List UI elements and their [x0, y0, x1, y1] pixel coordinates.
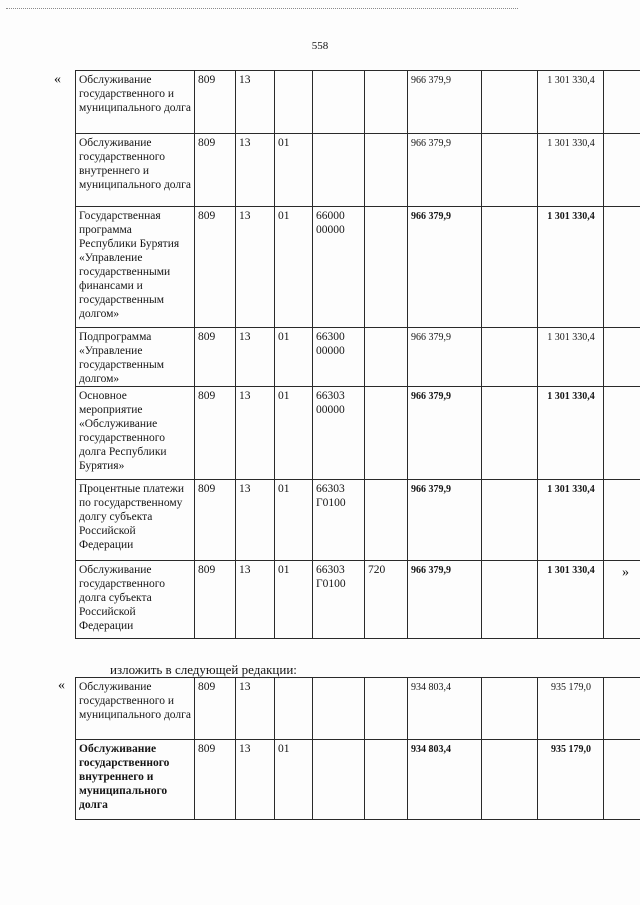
budget-table-old — [75, 70, 640, 639]
row-section-code: 13 — [236, 740, 275, 820]
row-section-code: 13 — [236, 678, 275, 740]
row-ministry-code: 809 — [195, 387, 236, 480]
row-empty-1 — [482, 740, 538, 820]
row-name: Процентные платежи по государственному долгу субъекта Российской Федерации — [76, 480, 195, 561]
row-expense-type — [365, 387, 408, 480]
row-name: Обслуживание государственного долга субъекта Российской Федерации — [76, 561, 195, 639]
row-ministry-code: 809 — [195, 561, 236, 639]
table-row — [76, 387, 640, 480]
row-ministry-code: 809 — [195, 207, 236, 328]
closing-quote: » — [622, 565, 629, 580]
table-row — [76, 480, 640, 561]
row-target-article — [313, 134, 365, 207]
row-ministry-code: 809 — [195, 328, 236, 387]
scan-artifact-line — [6, 8, 518, 9]
row-empty-2 — [604, 740, 640, 820]
row-target-article — [313, 71, 365, 134]
row-name: Обслуживание государственного внутреннего и муниципального долга — [76, 134, 195, 207]
row-target-article: 66303 Г0100 — [313, 480, 365, 561]
row-empty-1 — [482, 134, 538, 207]
row-ministry-code: 809 — [195, 480, 236, 561]
row-target-article: 66303 Г0100 — [313, 561, 365, 639]
row-section-code: 13 — [236, 134, 275, 207]
row-amount-1: 934 803,4 — [408, 678, 482, 740]
row-expense-type: 720 — [365, 561, 408, 639]
row-ministry-code: 809 — [195, 134, 236, 207]
row-empty-2 — [604, 71, 640, 134]
row-amount-1: 966 379,9 — [408, 561, 482, 639]
opening-quote-new: « — [58, 678, 65, 693]
row-ministry-code: 809 — [195, 678, 236, 740]
row-target-article — [313, 678, 365, 740]
budget-table-new — [75, 677, 640, 820]
row-subsection-code: 01 — [275, 207, 313, 328]
row-amount-2: 935 179,0 — [538, 678, 604, 740]
row-name: Обслуживание государственного внутреннего и муниципального долга — [76, 740, 195, 820]
row-subsection-code — [275, 678, 313, 740]
row-subsection-code: 01 — [275, 328, 313, 387]
row-expense-type — [365, 71, 408, 134]
row-empty-2 — [604, 387, 640, 480]
table-row — [76, 678, 640, 740]
row-expense-type — [365, 740, 408, 820]
row-amount-2: 1 301 330,4 — [538, 134, 604, 207]
row-subsection-code: 01 — [275, 134, 313, 207]
row-section-code: 13 — [236, 561, 275, 639]
row-empty-1 — [482, 71, 538, 134]
row-expense-type — [365, 207, 408, 328]
row-amount-1: 966 379,9 — [408, 207, 482, 328]
row-subsection-code: 01 — [275, 387, 313, 480]
row-subsection-code: 01 — [275, 740, 313, 820]
row-amount-2: 1 301 330,4 — [538, 207, 604, 328]
row-empty-1 — [482, 561, 538, 639]
row-empty-1 — [482, 480, 538, 561]
row-empty-2 — [604, 328, 640, 387]
row-amount-1: 966 379,9 — [408, 480, 482, 561]
row-empty-2 — [604, 678, 640, 740]
row-target-article: 66000 00000 — [313, 207, 365, 328]
row-amount-1: 934 803,4 — [408, 740, 482, 820]
row-subsection-code: 01 — [275, 480, 313, 561]
row-ministry-code: 809 — [195, 740, 236, 820]
row-target-article: 66300 00000 — [313, 328, 365, 387]
row-empty-1 — [482, 387, 538, 480]
row-empty-2 — [604, 480, 640, 561]
row-section-code: 13 — [236, 387, 275, 480]
budget-table-new-body — [76, 678, 640, 820]
row-ministry-code: 809 — [195, 71, 236, 134]
row-section-code: 13 — [236, 207, 275, 328]
table-row — [76, 134, 640, 207]
row-amount-1: 966 379,9 — [408, 134, 482, 207]
budget-table-old-body — [76, 71, 640, 639]
row-amount-2: 1 301 330,4 — [538, 480, 604, 561]
row-empty-1 — [482, 207, 538, 328]
row-name: Обслуживание государственного и муниципального долга — [76, 71, 195, 134]
row-amount-2: 1 301 330,4 — [538, 71, 604, 134]
row-subsection-code: 01 — [275, 561, 313, 639]
row-target-article: 66303 00000 — [313, 387, 365, 480]
row-empty-2 — [604, 134, 640, 207]
row-expense-type — [365, 678, 408, 740]
table-row — [76, 561, 640, 639]
table-row — [76, 740, 640, 820]
row-section-code: 13 — [236, 71, 275, 134]
amendment-instruction: изложить в следующей редакции: — [110, 662, 297, 677]
row-amount-2: 1 301 330,4 — [538, 328, 604, 387]
table-row — [76, 207, 640, 328]
row-amount-1: 966 379,9 — [408, 387, 482, 480]
row-amount-1: 966 379,9 — [408, 328, 482, 387]
row-expense-type — [365, 480, 408, 561]
row-expense-type — [365, 328, 408, 387]
row-amount-2: 1 301 330,4 — [538, 387, 604, 480]
row-empty-1 — [482, 678, 538, 740]
table-row — [76, 328, 640, 387]
opening-quote: « — [54, 72, 61, 87]
row-name: Подпрограмма «Управление государственным долгом» — [76, 328, 195, 387]
row-empty-2 — [604, 207, 640, 328]
row-amount-1: 966 379,9 — [408, 71, 482, 134]
row-empty-1 — [482, 328, 538, 387]
row-name: Государственная программа Республики Бурятия «Управление государственными финансами и государственным долгом» — [76, 207, 195, 328]
row-name: Основное мероприятие «Обслуживание государственного долга Республики Бурятия» — [76, 387, 195, 480]
row-name: Обслуживание государственного и муниципального долга — [76, 678, 195, 740]
row-section-code: 13 — [236, 328, 275, 387]
row-target-article — [313, 740, 365, 820]
row-amount-2: 1 301 330,4 — [538, 561, 604, 639]
row-section-code: 13 — [236, 480, 275, 561]
row-subsection-code — [275, 71, 313, 134]
row-expense-type — [365, 134, 408, 207]
page-number: 558 — [311, 40, 329, 52]
row-amount-2: 935 179,0 — [538, 740, 604, 820]
table-row — [76, 71, 640, 134]
